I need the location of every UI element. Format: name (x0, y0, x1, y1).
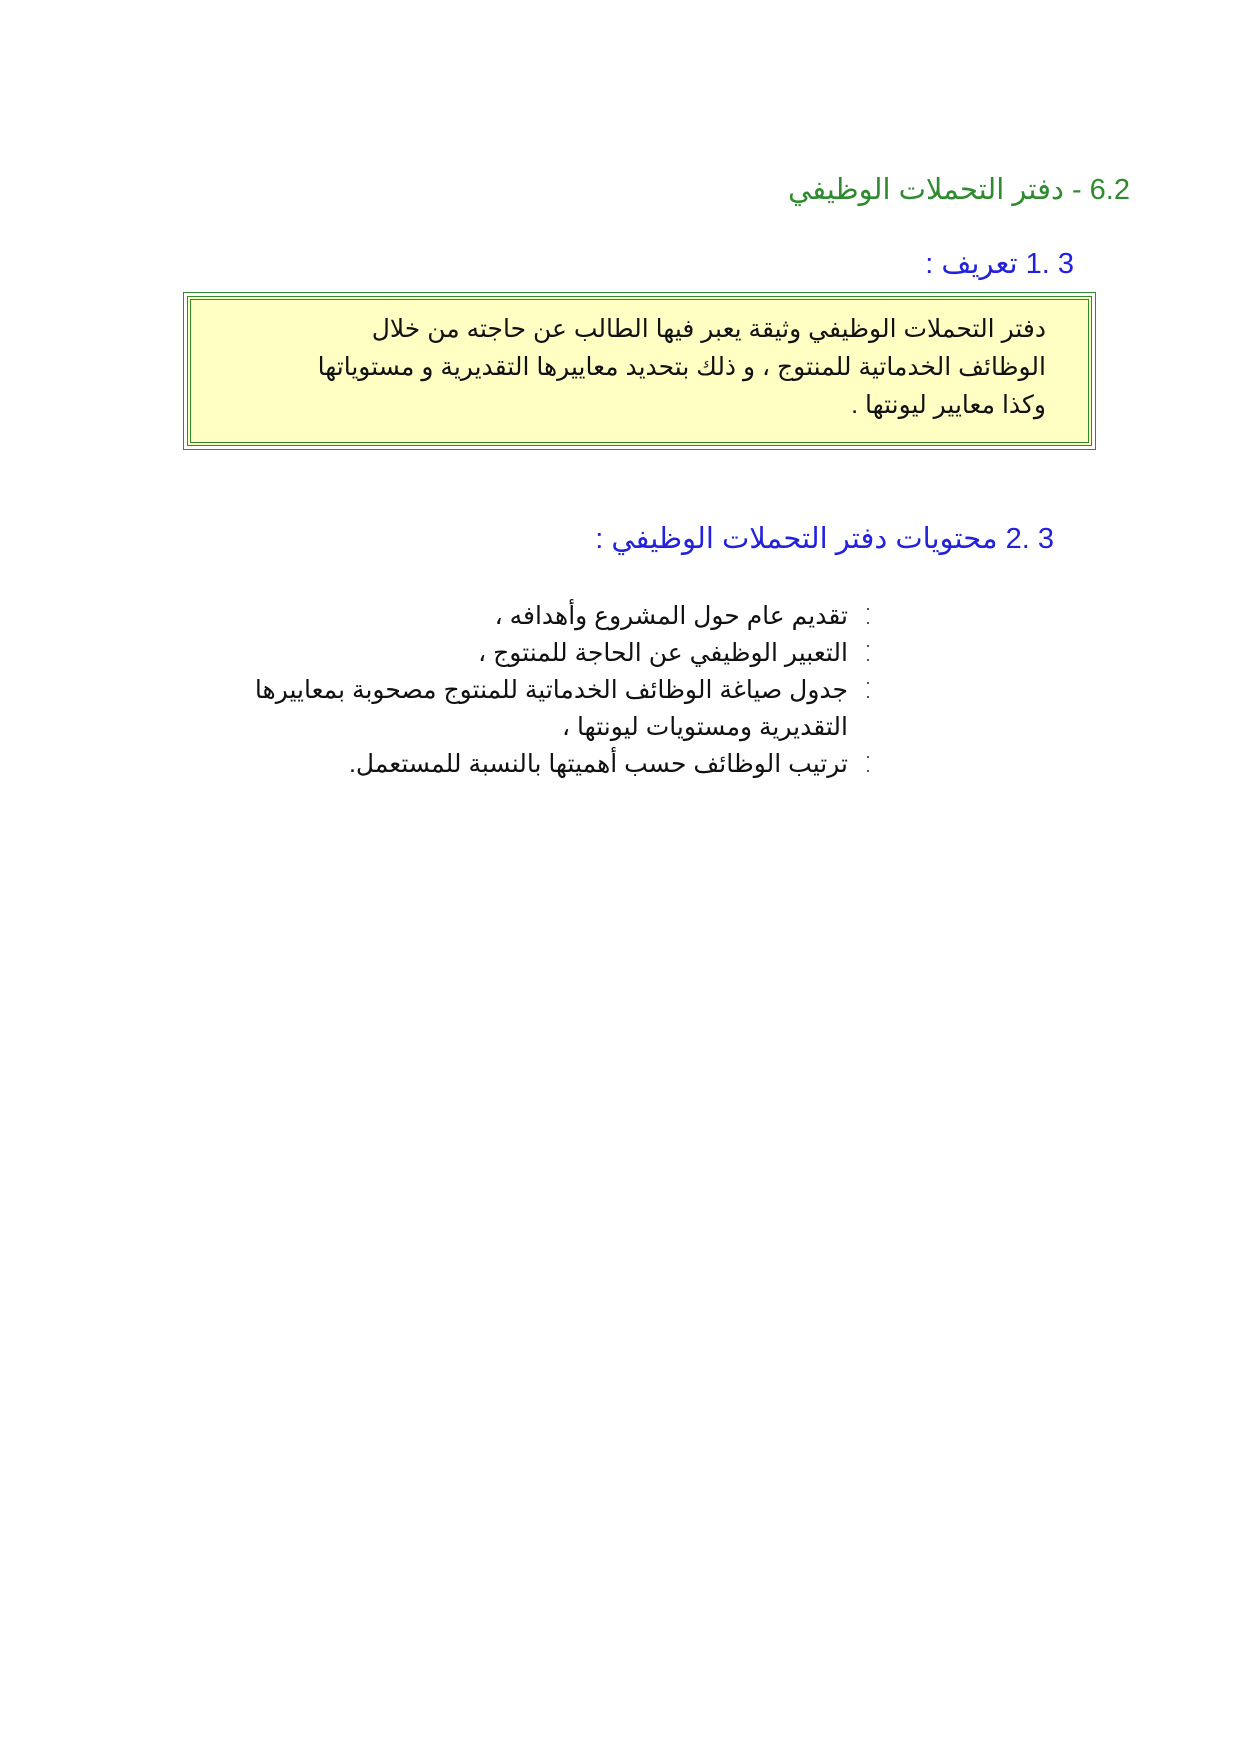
list-item (168, 746, 868, 783)
subsection-heading-definition: 3 .1 تعريف : (925, 248, 1074, 280)
definition-line: الوظائف الخدماتية للمنتوج ، و ذلك بتحديد معاييرها التقديرية و مستوياتها (317, 353, 1046, 381)
list-item-text: التعبير الوظيفي عن الحاجة للمنتوج ، (478, 639, 848, 667)
bullet-marker-icon (866, 643, 870, 665)
list-item-text: جدول صياغة الوظائف الخدماتية للمنتوج مصحوبة بمعاييرها (254, 676, 848, 704)
subsection-heading-contents: 3 .2 محتويات دفتر التحملات الوظيفي : (595, 523, 1054, 555)
list-item-text: ترتيب الوظائف حسب أهميتها بالنسبة للمستعمل. (348, 750, 848, 778)
list-item-text: تقديم عام حول المشروع وأهدافه ، (494, 602, 848, 630)
list-item (168, 598, 868, 635)
contents-list (168, 598, 868, 783)
bullet-marker-icon (866, 754, 870, 776)
list-item (168, 672, 868, 746)
bullet-marker-icon (866, 680, 870, 702)
definition-box (187, 296, 1092, 446)
definition-line: وكذا معايير ليونتها . (851, 391, 1046, 419)
definition-line: دفتر التحملات الوظيفي وثيقة يعبر فيها الطالب عن حاجته من خلال (371, 315, 1046, 343)
bullet-marker-icon (866, 606, 870, 628)
list-item (168, 635, 868, 672)
list-item-text-continuation: التقديرية ومستويات ليونتها ، (562, 713, 848, 741)
definition-text (246, 310, 1046, 424)
section-heading-functional-specifications: 6.2 - دفتر التحملات الوظيفي (787, 174, 1130, 206)
